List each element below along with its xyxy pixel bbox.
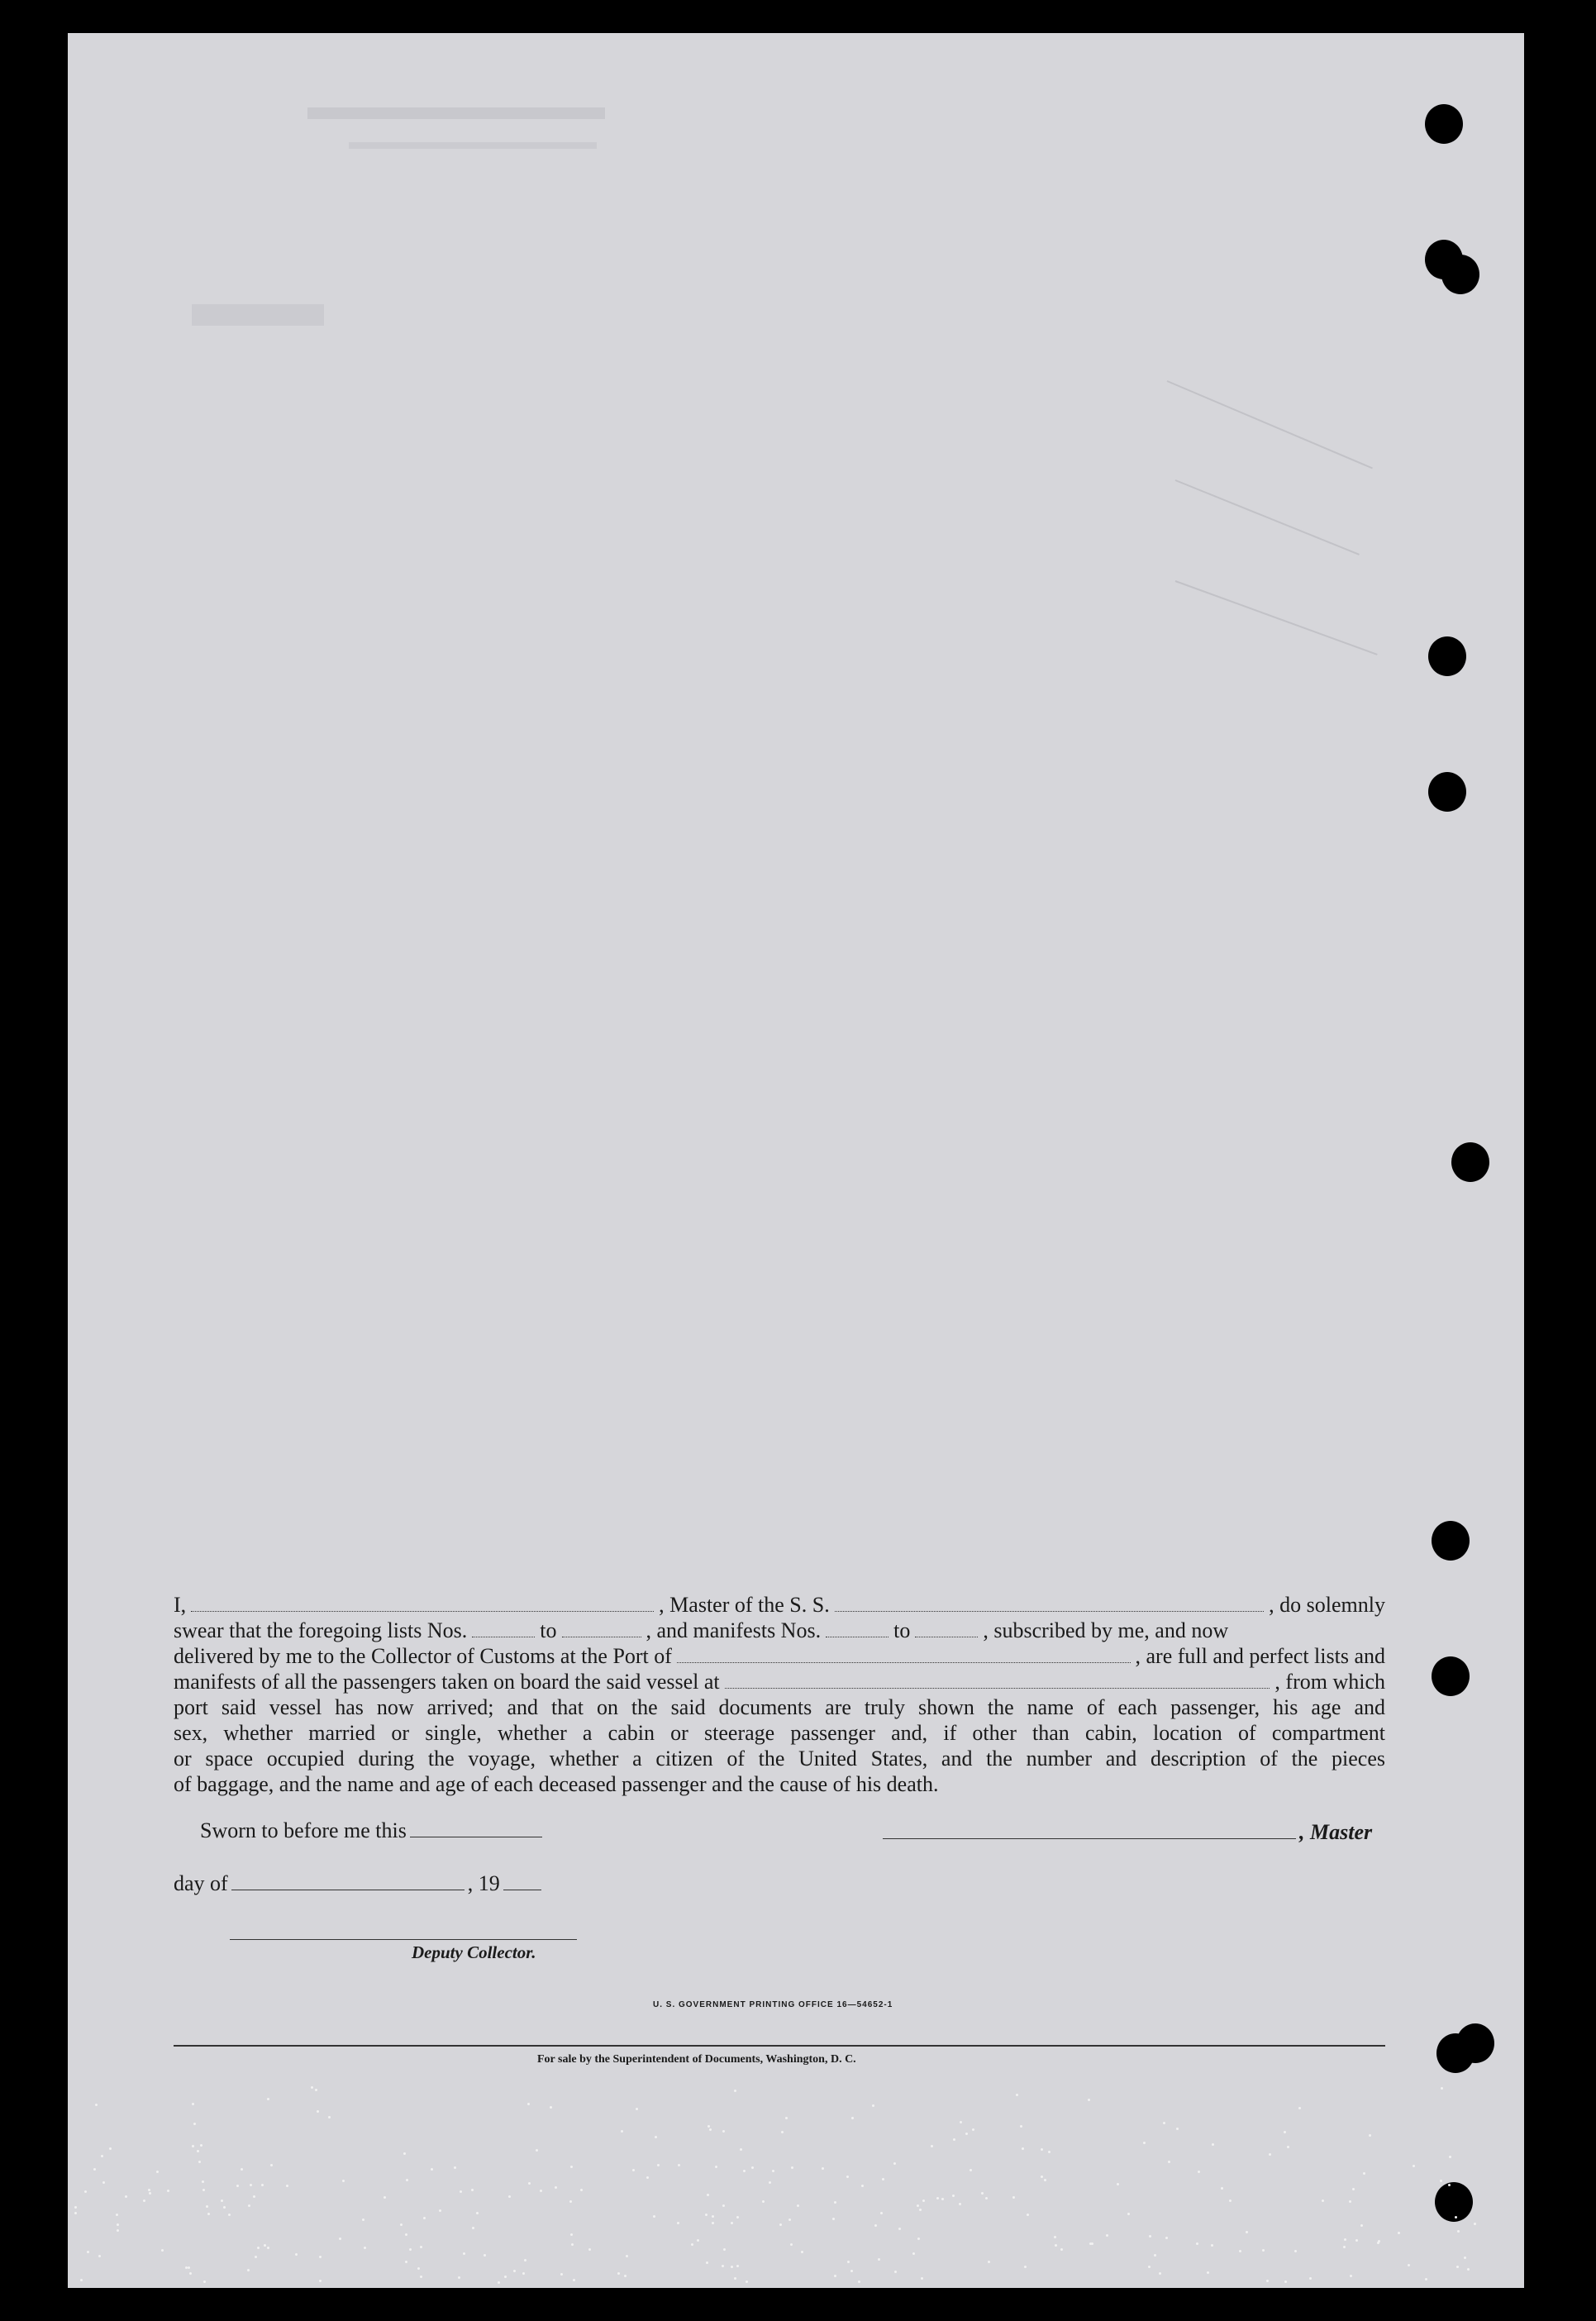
- punch-hole: [1425, 104, 1463, 144]
- speck: [731, 2266, 733, 2268]
- speck: [846, 2176, 849, 2178]
- speck: [697, 2239, 699, 2242]
- speck: [98, 2255, 101, 2257]
- punch-hole: [1441, 255, 1479, 294]
- speck: [1298, 2107, 1301, 2109]
- speck: [1148, 2266, 1151, 2268]
- speck: [1221, 2187, 1223, 2190]
- speck: [1467, 2268, 1470, 2271]
- speck: [189, 2272, 192, 2275]
- speck: [458, 2276, 460, 2279]
- master-signature-field[interactable]: [883, 1822, 1296, 1839]
- oath-text: , are full and perfect lists and: [1135, 1644, 1385, 1668]
- master-name-field[interactable]: [191, 1594, 654, 1612]
- list-to-field[interactable]: [562, 1620, 641, 1637]
- speck: [678, 2164, 680, 2166]
- speck: [1360, 2224, 1363, 2227]
- speck: [751, 2166, 754, 2169]
- speck: [560, 2273, 563, 2276]
- speck: [555, 2186, 557, 2189]
- oath-text: to: [893, 1618, 911, 1642]
- bleed-through-subheader: [349, 142, 597, 149]
- speck: [1474, 2223, 1476, 2225]
- speck: [893, 2162, 896, 2165]
- speck: [921, 2277, 923, 2280]
- speck: [87, 2251, 89, 2253]
- speck: [101, 2155, 103, 2157]
- speck: [200, 2144, 202, 2147]
- speck: [102, 2181, 105, 2184]
- embarkation-port-field[interactable]: [725, 1671, 1270, 1689]
- speck: [722, 2130, 725, 2133]
- speck: [706, 2261, 708, 2264]
- oath-line-5: port said vessel has now arrived; and that on the said documents are truly shown the name of each passenger, his age and: [174, 1695, 1385, 1719]
- speck: [203, 2280, 206, 2283]
- speck: [148, 2189, 150, 2191]
- speck: [646, 2176, 649, 2179]
- sworn-label: Sworn to before me this: [200, 1818, 407, 1842]
- oath-text: to: [540, 1618, 557, 1642]
- speck: [988, 2261, 990, 2263]
- speck: [1455, 2216, 1457, 2219]
- speck: [362, 2219, 364, 2221]
- speck: [1089, 2242, 1092, 2245]
- speck: [580, 2189, 583, 2191]
- speck: [952, 2195, 955, 2197]
- speck: [834, 2201, 836, 2204]
- speck: [1355, 2239, 1358, 2242]
- speck: [872, 2104, 874, 2107]
- speck: [1176, 2128, 1179, 2130]
- speck: [822, 2167, 824, 2170]
- speck: [569, 2200, 572, 2203]
- oath-line-2: [174, 1618, 1385, 1643]
- year-label: , 19: [467, 1871, 500, 1895]
- speck: [1287, 2146, 1289, 2148]
- day-of-label: day of: [174, 1871, 228, 1895]
- speck: [1055, 2244, 1057, 2247]
- year-field[interactable]: [503, 1873, 541, 1890]
- speck: [295, 2253, 298, 2256]
- speck: [197, 2150, 199, 2152]
- speck: [1207, 2271, 1209, 2274]
- punch-hole: [1435, 2182, 1473, 2222]
- speck: [484, 2254, 486, 2257]
- oath-text: , and manifests Nos.: [646, 1618, 822, 1642]
- speck: [922, 2199, 925, 2202]
- oath-line-3: [174, 1643, 1385, 1669]
- speck: [267, 2098, 269, 2100]
- speck: [762, 2200, 765, 2203]
- speck: [834, 2275, 836, 2277]
- oath-text: , subscribed by me, and now: [983, 1618, 1229, 1642]
- speck: [1464, 2257, 1466, 2259]
- speck: [1211, 2244, 1213, 2247]
- speck: [874, 2224, 877, 2227]
- speck: [1088, 2099, 1090, 2101]
- speck: [156, 2171, 159, 2173]
- port-field[interactable]: [677, 1646, 1131, 1663]
- oath-text: , Master of the S. S.: [659, 1593, 830, 1617]
- speck: [405, 2261, 407, 2263]
- oath-text: I,: [174, 1593, 187, 1617]
- bleed-through-header: [307, 107, 605, 119]
- oath-text: delivered by me to the Collector of Customs at the Port of: [174, 1644, 672, 1668]
- speck: [657, 2164, 660, 2166]
- speck: [80, 2279, 83, 2281]
- speck: [936, 2197, 939, 2199]
- speck: [328, 2116, 331, 2118]
- speck: [1024, 2266, 1027, 2268]
- sale-notice: For sale by the Superintendent of Documents, Washington, D. C.: [537, 2053, 856, 2066]
- speck: [1352, 2188, 1355, 2190]
- speck: [522, 2272, 525, 2275]
- punch-hole: [1428, 772, 1466, 812]
- oath-line-8: of baggage, and the name and age of each deceased passenger and the cause of his death.: [174, 1772, 939, 1796]
- speck: [1012, 2196, 1015, 2199]
- speck: [149, 2192, 151, 2195]
- oath-line-6: sex, whether married or single, whether a cabin or steerage passenger and, if other than cabin, location of compartment: [174, 1721, 1385, 1745]
- printing-office-imprint: U. S. GOVERNMENT PRINTING OFFICE 16—54652-1: [653, 2000, 893, 2009]
- speck: [772, 2170, 774, 2172]
- day-of-row: [174, 1871, 545, 1896]
- deputy-collector-signature-line[interactable]: [230, 1939, 577, 1940]
- speck: [1044, 2179, 1046, 2181]
- speck: [707, 2125, 710, 2128]
- oath-line-7: or space occupied during the voyage, whether a citizen of the United States, and the number and description of the pieces: [174, 1747, 1385, 1771]
- speck: [722, 2204, 725, 2207]
- oath-text: swear that the foregoing lists Nos.: [174, 1618, 468, 1642]
- speck: [241, 2168, 243, 2171]
- speck: [405, 2233, 407, 2236]
- sworn-row: [200, 1818, 545, 1843]
- speck: [1143, 2142, 1146, 2144]
- speck: [880, 2212, 883, 2214]
- bleed-through-stroke: [1175, 580, 1378, 655]
- speck: [270, 2164, 273, 2166]
- speck: [743, 2170, 746, 2172]
- speck: [1229, 2199, 1232, 2202]
- speck: [769, 2181, 771, 2184]
- bleed-through-stroke: [1175, 479, 1360, 555]
- manifest-to-field[interactable]: [915, 1620, 978, 1637]
- master-oath-paragraph: [174, 1592, 1385, 1797]
- speck: [143, 2199, 145, 2202]
- speck: [527, 2103, 530, 2105]
- speck: [504, 2276, 507, 2278]
- footer-rule: [174, 2045, 1385, 2047]
- speck: [1212, 2143, 1214, 2146]
- speck: [1159, 2272, 1161, 2275]
- speck: [524, 2259, 526, 2261]
- speck: [74, 2206, 77, 2209]
- speck: [898, 2228, 901, 2230]
- speck: [707, 2194, 709, 2196]
- master-signature-row: [879, 1820, 1372, 1845]
- speck: [653, 2215, 655, 2218]
- speck: [705, 2214, 707, 2216]
- speck: [1349, 2200, 1351, 2203]
- oath-text: , do solemnly: [1269, 1593, 1385, 1617]
- speck: [709, 2128, 712, 2131]
- speck: [972, 2128, 974, 2131]
- speck: [167, 2190, 169, 2192]
- speck: [655, 2136, 657, 2138]
- speck: [1054, 2236, 1056, 2238]
- oath-line-1: [174, 1592, 1385, 1618]
- punch-hole: [1428, 636, 1466, 676]
- speck: [267, 2247, 269, 2249]
- oath-text: , from which: [1274, 1670, 1385, 1694]
- speck: [255, 2256, 257, 2258]
- speck: [1168, 2161, 1170, 2163]
- speck: [734, 2277, 736, 2280]
- speck: [847, 2261, 850, 2263]
- master-label: , Master: [1299, 1820, 1373, 1844]
- manifest-sheet: [68, 33, 1524, 2288]
- speck: [1425, 2278, 1427, 2280]
- punch-hole: [1432, 1521, 1470, 1561]
- vessel-name-field[interactable]: [835, 1594, 1264, 1612]
- list-from-field[interactable]: [472, 1620, 535, 1637]
- sworn-date-field[interactable]: [410, 1820, 542, 1837]
- speck: [202, 2180, 204, 2183]
- speck: [472, 2227, 474, 2229]
- manifest-from-field[interactable]: [826, 1620, 889, 1637]
- speck: [781, 2131, 784, 2133]
- speck: [1027, 2214, 1029, 2216]
- speck: [95, 2104, 98, 2106]
- punch-hole: [1432, 1656, 1470, 1696]
- oath-line-4: [174, 1669, 1385, 1694]
- speck: [339, 2238, 341, 2240]
- speck: [722, 2265, 724, 2267]
- punch-hole: [1456, 2023, 1494, 2063]
- oath-text: manifests of all the passengers taken on board the said vessel at: [174, 1670, 720, 1694]
- speck: [712, 2222, 714, 2224]
- speck: [1016, 2094, 1018, 2096]
- speck: [508, 2195, 511, 2198]
- month-field[interactable]: [231, 1873, 465, 1890]
- speck: [406, 2179, 408, 2181]
- punch-hole: [1451, 1142, 1489, 1182]
- speck: [1266, 2280, 1269, 2282]
- speck: [960, 2121, 962, 2123]
- bleed-through-stroke: [1167, 380, 1373, 469]
- deputy-collector-label: Deputy Collector.: [412, 1942, 536, 1962]
- speck: [188, 2266, 190, 2269]
- speck: [712, 2215, 714, 2218]
- bleed-through-block: [192, 304, 324, 326]
- speck: [785, 2117, 788, 2119]
